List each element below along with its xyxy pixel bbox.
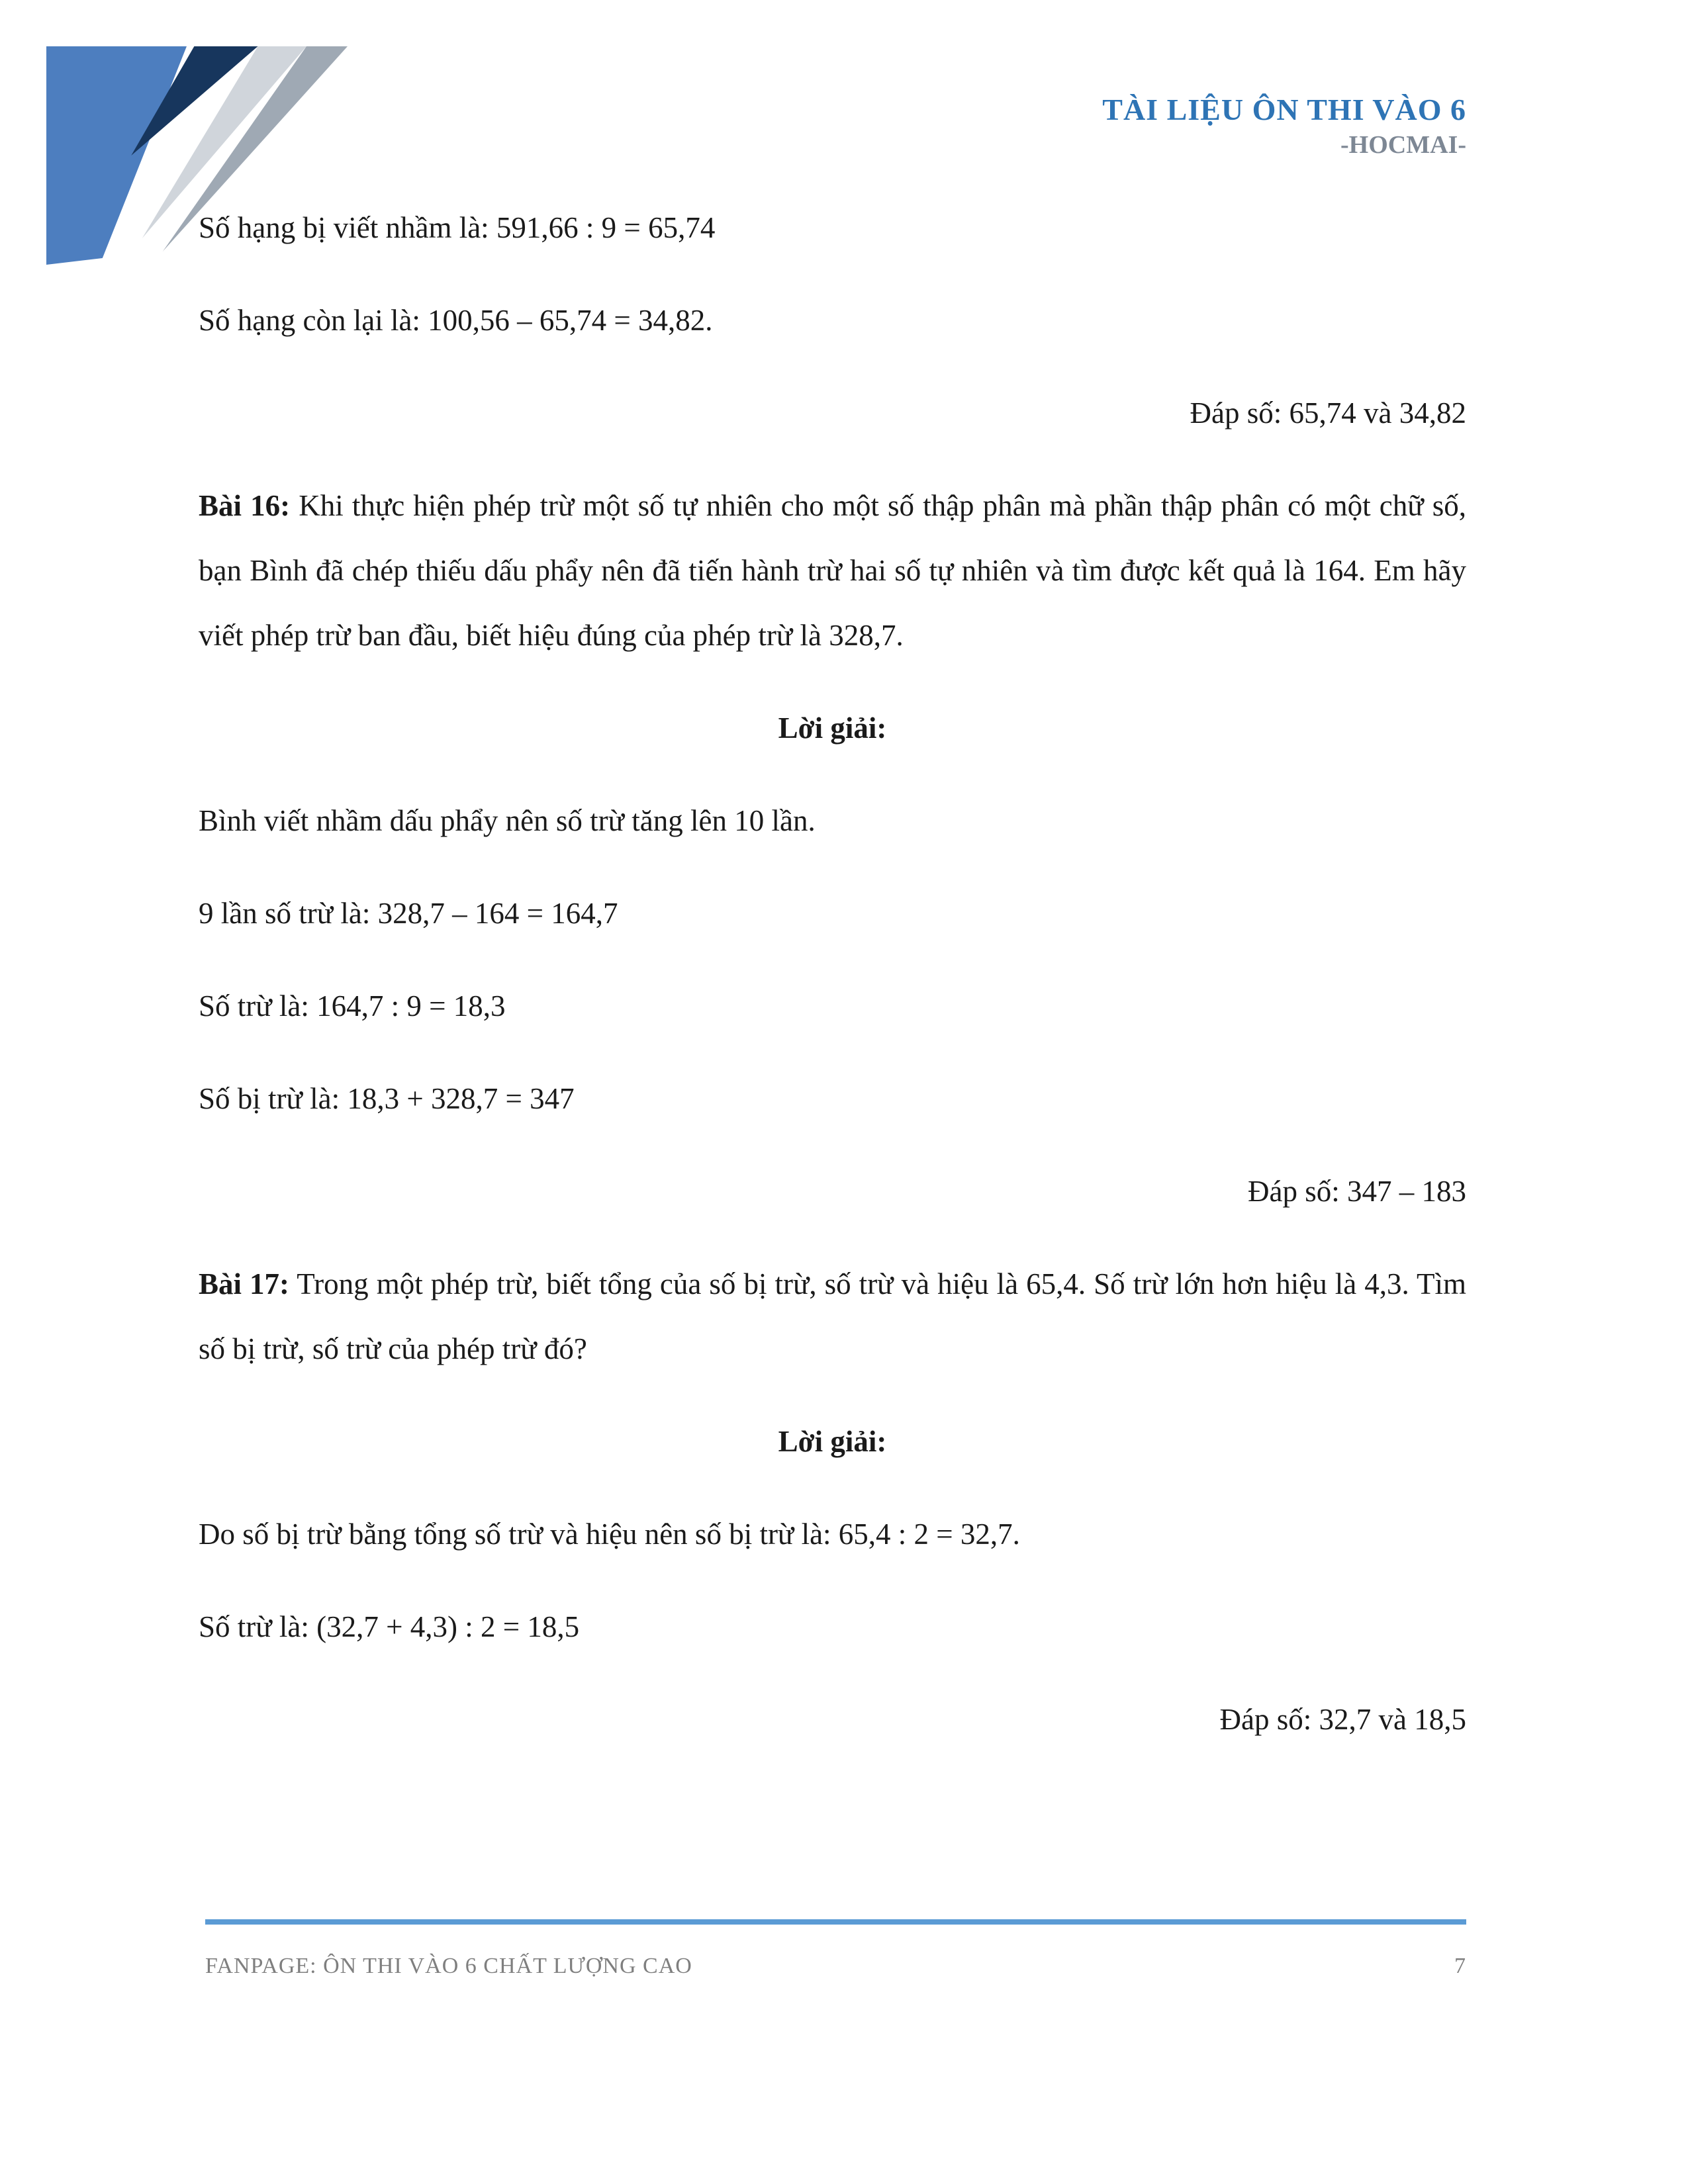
fanpage-label: FANPAGE: ÔN THI VÀO 6 CHẤT LƯỢNG CAO <box>205 1954 692 1978</box>
page-header <box>1102 91 1466 161</box>
answer-line-17: Đáp số: 32,7 và 18,5 <box>1219 1703 1466 1736</box>
solution-heading-16: Lời giải: <box>778 711 887 745</box>
solution-17-step-1: Do số bị trừ bằng tổng số trừ và hiệu nên số bị trừ là: 65,4 : 2 = 32,7. <box>199 1518 1020 1551</box>
problem-17-statement <box>199 1251 1466 1381</box>
answer-line-15: Đáp số: 65,74 và 34,82 <box>1190 396 1466 430</box>
solution-17-step-2: Số trừ là: (32,7 + 4,3) : 2 = 18,5 <box>199 1610 580 1643</box>
solution-16-step-4: Số bị trừ là: 18,3 + 328,7 = 347 <box>199 1082 575 1115</box>
page-number: 7 <box>1454 1954 1466 1978</box>
document-body <box>199 195 1466 1780</box>
problem-17-text: Trong một phép trừ, biết tổng của số bị trừ, số trừ và hiệu là 65,4. Số trừ lớn hơn hiệu là 4,3. Tìm số bị trừ, số trừ của phép trừ đó? <box>199 1267 1466 1365</box>
problem-16-statement <box>199 473 1466 668</box>
footer-divider <box>205 1919 1466 1925</box>
document-title: TÀI LIỆU ÔN THI VÀO 6 <box>1102 93 1466 126</box>
page-footer <box>205 1954 1466 1979</box>
brand-name: -HOCMAI- <box>1340 131 1466 159</box>
solution-heading-17: Lời giải: <box>778 1425 887 1458</box>
solution-16-step-1: Bình viết nhầm dấu phẩy nên số trừ tăng lên 10 lần. <box>199 804 816 837</box>
answer-line-16: Đáp số: 347 – 183 <box>1248 1175 1466 1208</box>
solution-16-step-3: Số trừ là: 164,7 : 9 = 18,3 <box>199 989 506 1023</box>
solution-line-remaining-term: Số hạng còn lại là: 100,56 – 65,74 = 34,82. <box>199 304 713 337</box>
problem-16-label: Bài 16: <box>199 489 291 522</box>
solution-line-wrong-term: Số hạng bị viết nhầm là: 591,66 : 9 = 65,74 <box>199 211 716 244</box>
solution-16-step-2: 9 lần số trừ là: 328,7 – 164 = 164,7 <box>199 897 618 930</box>
problem-16-text: Khi thực hiện phép trừ một số tự nhiên cho một số thập phân mà phần thập phân có một chữ số, bạn Bình đã chép thiếu dấu phẩy nên đã tiến hành trừ hai số tự nhiên và tìm được kết quả là 164. Em hãy viết phép trừ ban đầu, biết hiệu đúng của phép trừ là 328,7. <box>199 489 1467 652</box>
problem-17-label: Bài 17: <box>199 1267 290 1300</box>
